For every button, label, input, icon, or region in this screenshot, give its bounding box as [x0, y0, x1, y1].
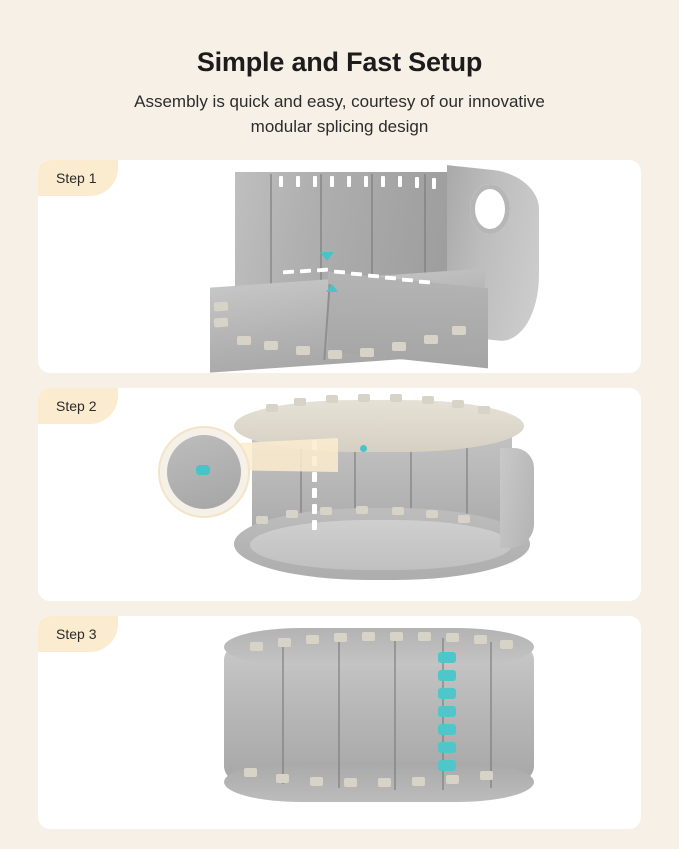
interlock-nub — [474, 635, 487, 644]
panel-seam — [320, 174, 322, 294]
step-2-illustration — [38, 388, 641, 601]
panel-base-floor — [250, 520, 512, 570]
step-card-3 — [38, 616, 641, 829]
splice-dash — [317, 267, 328, 272]
interlock-nub — [392, 342, 406, 351]
interlock-nub — [306, 635, 319, 644]
slot-marker — [347, 176, 351, 187]
connector-dot — [360, 445, 367, 452]
connector-clip — [438, 688, 456, 699]
splice-dash — [312, 520, 317, 530]
interlock-nub — [256, 516, 268, 524]
slot-marker — [364, 176, 368, 187]
interlock-nub — [500, 640, 513, 649]
interlock-nub — [422, 396, 434, 404]
interlock-nub — [458, 515, 470, 523]
interlock-nub — [320, 507, 332, 515]
interlock-nub — [266, 404, 278, 412]
slot-marker — [330, 176, 334, 187]
splice-dash — [368, 273, 379, 278]
panel-seam — [490, 642, 492, 788]
interlock-nub — [412, 777, 425, 786]
slot-marker — [279, 176, 283, 187]
connector-clip — [438, 760, 456, 771]
interlock-nub — [214, 301, 229, 311]
splice-dash — [402, 277, 413, 282]
interlock-nub — [328, 350, 342, 359]
assembled-enclosure-top — [224, 628, 534, 666]
interlock-nub — [424, 335, 438, 344]
interlock-nub — [452, 326, 466, 335]
slot-marker — [398, 176, 402, 187]
connector-clip — [438, 724, 456, 735]
interlock-nub — [237, 336, 251, 345]
alignment-arrow-down-icon — [320, 252, 334, 261]
interlock-nub — [390, 632, 403, 641]
panel-seam — [338, 640, 340, 788]
slot-marker — [415, 177, 419, 188]
splice-dash — [300, 268, 311, 273]
interlock-nub — [214, 317, 229, 327]
interlock-nub — [286, 510, 298, 518]
splice-dash — [419, 279, 430, 284]
interlock-nub — [326, 395, 338, 403]
interlock-nub — [358, 394, 370, 402]
panel-seam — [394, 638, 396, 790]
slot-marker — [381, 176, 385, 187]
callout-connector-dot — [196, 465, 210, 475]
interlock-nub — [244, 768, 257, 777]
interlock-nub — [264, 341, 278, 350]
step-1-illustration — [38, 160, 641, 373]
alignment-arrow-up-icon — [326, 284, 338, 292]
interlock-nub — [294, 398, 306, 406]
connector-clip — [438, 670, 456, 681]
interlock-nub — [250, 642, 263, 651]
splice-dash — [385, 275, 396, 280]
step-badge-1: Step 1 — [38, 160, 118, 196]
interlock-nub — [452, 400, 464, 408]
connector-clip — [438, 706, 456, 717]
interlock-nub — [390, 394, 402, 402]
step-card-2 — [38, 388, 641, 601]
interlock-nub — [478, 406, 490, 414]
interlock-nub — [356, 506, 368, 514]
page-header — [38, 0, 641, 140]
interlock-nub — [334, 633, 347, 642]
slot-marker — [296, 176, 300, 187]
panel-seam — [282, 644, 284, 784]
interlock-nub — [426, 510, 438, 518]
interlock-nub — [446, 775, 459, 784]
page-subtitle: Assembly is quick and easy, courtesy of our innovative modular splicing design — [134, 92, 545, 137]
slot-marker — [313, 176, 317, 187]
interlock-nub — [360, 348, 374, 357]
slot-marker — [432, 178, 436, 189]
panel-side-curve — [500, 448, 534, 548]
interlock-nub — [446, 633, 459, 642]
splice-dash — [351, 271, 362, 276]
interlock-nub — [276, 774, 289, 783]
step-3-illustration — [38, 616, 641, 829]
panel-entry-hole — [470, 184, 510, 234]
splice-dash — [334, 269, 345, 274]
step-badge-3: Step 3 — [38, 616, 118, 652]
splice-dash — [283, 269, 294, 274]
panel-base-right — [328, 271, 488, 368]
interlock-nub — [344, 778, 357, 787]
interlock-nub — [296, 346, 310, 355]
interlock-nub — [418, 632, 431, 641]
connector-clip — [438, 742, 456, 753]
panel-seam — [270, 174, 272, 294]
step-badge-2: Step 2 — [38, 388, 118, 424]
steps-list — [38, 160, 641, 829]
page-title: Simple and Fast Setup — [196, 47, 483, 77]
interlock-nub — [392, 507, 404, 515]
interlock-nub — [480, 771, 493, 780]
connector-clip — [438, 652, 456, 663]
interlock-nub — [278, 638, 291, 647]
interlock-nub — [378, 778, 391, 787]
step-card-1 — [38, 160, 641, 373]
detail-callout-2 — [158, 426, 250, 518]
interlock-nub — [310, 777, 323, 786]
interlock-nub — [362, 632, 375, 641]
